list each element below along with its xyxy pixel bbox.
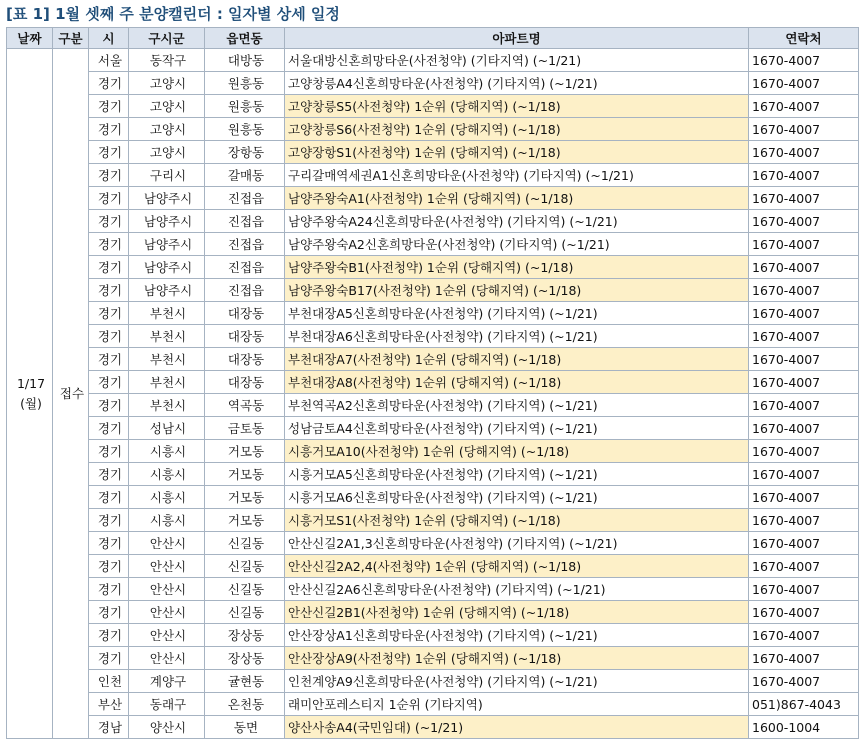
- cell-dong: 금토동: [205, 417, 285, 440]
- table-row: [7, 72, 859, 95]
- table-row: [7, 394, 859, 417]
- cell-apartment-name: 양산사송A4(국민임대) (~1/21): [285, 716, 749, 739]
- weekday-value: (월): [20, 395, 42, 411]
- cell-si: 경기: [89, 348, 129, 371]
- cell-apartment-name: 부천대장A8(사전청약) 1순위 (당해지역) (~1/18): [285, 371, 749, 394]
- cell-dong: 대장동: [205, 302, 285, 325]
- cell-si: 경기: [89, 532, 129, 555]
- cell-apartment-name: 시흥거모A6신혼희망타운(사전청약) (기타지역) (~1/21): [285, 486, 749, 509]
- cell-si: 경기: [89, 233, 129, 256]
- cell-gu: 고양시: [129, 141, 205, 164]
- table-header-row: [7, 28, 859, 49]
- table-row: [7, 647, 859, 670]
- cell-dong: 진접읍: [205, 210, 285, 233]
- cell-apartment-name: 남양주왕숙A24신혼희망타운(사전청약) (기타지역) (~1/21): [285, 210, 749, 233]
- cell-si: 경기: [89, 210, 129, 233]
- col-header-dong: 읍면동: [205, 28, 285, 49]
- col-header-category: 구분: [53, 28, 89, 49]
- cell-gu: 남양주시: [129, 233, 205, 256]
- cell-si: 경기: [89, 417, 129, 440]
- cell-gu: 시흥시: [129, 440, 205, 463]
- cell-dong: 진접읍: [205, 279, 285, 302]
- cell-gu: 부천시: [129, 371, 205, 394]
- cell-apartment-name: 부천대장A6신혼희망타운(사전청약) (기타지역) (~1/21): [285, 325, 749, 348]
- cell-contact: 1670-4007: [749, 440, 859, 463]
- cell-si: 경기: [89, 555, 129, 578]
- cell-contact: 1670-4007: [749, 141, 859, 164]
- table-row: [7, 670, 859, 693]
- cell-dong: 거모동: [205, 486, 285, 509]
- cell-si: 경기: [89, 371, 129, 394]
- cell-contact: 1670-4007: [749, 647, 859, 670]
- cell-contact: 1670-4007: [749, 670, 859, 693]
- cell-dong: 원흥동: [205, 95, 285, 118]
- cell-dong: 온천동: [205, 693, 285, 716]
- date-value: 1/17: [16, 375, 46, 391]
- cell-dong: 원흥동: [205, 118, 285, 141]
- cell-apartment-name: 고양창릉S5(사전청약) 1순위 (당해지역) (~1/18): [285, 95, 749, 118]
- cell-gu: 고양시: [129, 95, 205, 118]
- cell-dong: 거모동: [205, 463, 285, 486]
- cell-gu: 남양주시: [129, 279, 205, 302]
- cell-si: 경기: [89, 647, 129, 670]
- cell-apartment-name: 안산신길2A1,3신혼희망타운(사전청약) (기타지역) (~1/21): [285, 532, 749, 555]
- cell-si: 서울: [89, 49, 129, 72]
- cell-dong: 진접읍: [205, 256, 285, 279]
- cell-apartment-name: 고양창릉A4신혼희망타운(사전청약) (기타지역) (~1/21): [285, 72, 749, 95]
- cell-contact: 1670-4007: [749, 348, 859, 371]
- cell-dong: 대장동: [205, 371, 285, 394]
- cell-apartment-name: 안산신길2A6신혼희망타운(사전청약) (기타지역) (~1/21): [285, 578, 749, 601]
- table-row: [7, 417, 859, 440]
- cell-dong: 역곡동: [205, 394, 285, 417]
- cell-contact: 1670-4007: [749, 417, 859, 440]
- cell-apartment-name: 고양창릉S6(사전청약) 1순위 (당해지역) (~1/18): [285, 118, 749, 141]
- cell-dong: 갈매동: [205, 164, 285, 187]
- cell-apartment-name: 시흥거모A5신혼희망타운(사전청약) (기타지역) (~1/21): [285, 463, 749, 486]
- cell-contact: 1670-4007: [749, 509, 859, 532]
- cell-gu: 고양시: [129, 72, 205, 95]
- cell-dong: 원흥동: [205, 72, 285, 95]
- cell-gu: 구리시: [129, 164, 205, 187]
- cell-dong: 진접읍: [205, 233, 285, 256]
- cell-apartment-name: 안산장상A1신혼희망타운(사전청약) (기타지역) (~1/21): [285, 624, 749, 647]
- col-header-apartment: 아파트명: [285, 28, 749, 49]
- table-row: [7, 49, 859, 72]
- cell-gu: 남양주시: [129, 210, 205, 233]
- cell-dong: 대장동: [205, 348, 285, 371]
- cell-contact: 1670-4007: [749, 49, 859, 72]
- cell-gu: 성남시: [129, 417, 205, 440]
- cell-dong: 신길동: [205, 532, 285, 555]
- cell-gu: 양산시: [129, 716, 205, 739]
- cell-si: 경기: [89, 302, 129, 325]
- col-header-si: 시: [89, 28, 129, 49]
- cell-contact: 1670-4007: [749, 279, 859, 302]
- cell-gu: 동작구: [129, 49, 205, 72]
- cell-apartment-name: 래미안포레스티지 1순위 (기타지역): [285, 693, 749, 716]
- cell-apartment-name: 부천역곡A2신혼희망타운(사전청약) (기타지역) (~1/21): [285, 394, 749, 417]
- table-row: [7, 509, 859, 532]
- table-row: [7, 463, 859, 486]
- cell-gu: 남양주시: [129, 187, 205, 210]
- cell-gu: 고양시: [129, 118, 205, 141]
- cell-si: 경기: [89, 440, 129, 463]
- cell-gu: 안산시: [129, 532, 205, 555]
- cell-si: 경기: [89, 325, 129, 348]
- table-row: [7, 187, 859, 210]
- cell-si: 경기: [89, 72, 129, 95]
- cell-contact: 1670-4007: [749, 601, 859, 624]
- cell-gu: 안산시: [129, 647, 205, 670]
- cell-contact: 1600-1004: [749, 716, 859, 739]
- cell-contact: 1670-4007: [749, 371, 859, 394]
- cell-dong: 대장동: [205, 325, 285, 348]
- cell-apartment-name: 부천대장A7(사전청약) 1순위 (당해지역) (~1/18): [285, 348, 749, 371]
- cell-contact: 1670-4007: [749, 72, 859, 95]
- cell-dong: 신길동: [205, 555, 285, 578]
- cell-contact: 1670-4007: [749, 233, 859, 256]
- cell-gu: 부천시: [129, 348, 205, 371]
- table-row: [7, 256, 859, 279]
- cell-gu: 안산시: [129, 601, 205, 624]
- cell-contact: 1670-4007: [749, 325, 859, 348]
- cell-si: 경기: [89, 141, 129, 164]
- cell-dong: 대방동: [205, 49, 285, 72]
- cell-dong: 장상동: [205, 624, 285, 647]
- cell-contact: 1670-4007: [749, 624, 859, 647]
- cell-apartment-name: 성남금토A4신혼희망타운(사전청약) (기타지역) (~1/21): [285, 417, 749, 440]
- cell-gu: 시흥시: [129, 463, 205, 486]
- cell-contact: 1670-4007: [749, 302, 859, 325]
- cell-apartment-name: 남양주왕숙B17(사전청약) 1순위 (당해지역) (~1/18): [285, 279, 749, 302]
- cell-gu: 안산시: [129, 578, 205, 601]
- cell-apartment-name: 안산신길2A2,4(사전청약) 1순위 (당해지역) (~1/18): [285, 555, 749, 578]
- table-row: [7, 302, 859, 325]
- col-header-contact: 연락처: [749, 28, 859, 49]
- table-row: [7, 486, 859, 509]
- cell-gu: 시흥시: [129, 509, 205, 532]
- cell-gu: 안산시: [129, 624, 205, 647]
- cell-gu: 부천시: [129, 302, 205, 325]
- cell-si: 경기: [89, 509, 129, 532]
- cell-gu: 동래구: [129, 693, 205, 716]
- cell-si: 경남: [89, 716, 129, 739]
- cell-dong: 거모동: [205, 440, 285, 463]
- cell-contact: 1670-4007: [749, 486, 859, 509]
- cell-apartment-name: 고양장항S1(사전청약) 1순위 (당해지역) (~1/18): [285, 141, 749, 164]
- cell-si: 경기: [89, 118, 129, 141]
- cell-gu: 계양구: [129, 670, 205, 693]
- category-cell: 접수: [53, 49, 89, 739]
- cell-gu: 안산시: [129, 555, 205, 578]
- cell-si: 경기: [89, 95, 129, 118]
- table-row: [7, 716, 859, 739]
- cell-apartment-name: 인천계양A9신혼희망타운(사전청약) (기타지역) (~1/21): [285, 670, 749, 693]
- cell-si: 경기: [89, 624, 129, 647]
- col-header-date: 날짜: [7, 28, 53, 49]
- cell-si: 경기: [89, 578, 129, 601]
- table-row: [7, 555, 859, 578]
- table-row: [7, 233, 859, 256]
- table-row: [7, 624, 859, 647]
- cell-contact: 1670-4007: [749, 555, 859, 578]
- date-cell: [7, 49, 53, 739]
- cell-apartment-name: 시흥거모A10(사전청약) 1순위 (당해지역) (~1/18): [285, 440, 749, 463]
- cell-si: 경기: [89, 394, 129, 417]
- cell-dong: 동면: [205, 716, 285, 739]
- cell-contact: 051)867-4043: [749, 693, 859, 716]
- cell-si: 경기: [89, 601, 129, 624]
- schedule-table: [6, 27, 859, 739]
- cell-apartment-name: 서울대방신혼희망타운(사전청약) (기타지역) (~1/21): [285, 49, 749, 72]
- cell-apartment-name: 안산신길2B1(사전청약) 1순위 (당해지역) (~1/18): [285, 601, 749, 624]
- cell-apartment-name: 안산장상A9(사전청약) 1순위 (당해지역) (~1/18): [285, 647, 749, 670]
- table-row: [7, 693, 859, 716]
- cell-dong: 신길동: [205, 601, 285, 624]
- table-row: [7, 118, 859, 141]
- cell-contact: 1670-4007: [749, 463, 859, 486]
- table-row: [7, 532, 859, 555]
- cell-contact: 1670-4007: [749, 95, 859, 118]
- cell-contact: 1670-4007: [749, 578, 859, 601]
- table-row: [7, 210, 859, 233]
- cell-dong: 거모동: [205, 509, 285, 532]
- cell-si: 경기: [89, 279, 129, 302]
- cell-si: 부산: [89, 693, 129, 716]
- cell-contact: 1670-4007: [749, 187, 859, 210]
- table-row: [7, 141, 859, 164]
- cell-si: 경기: [89, 164, 129, 187]
- cell-apartment-name: 구리갈매역세권A1신혼희망타운(사전청약) (기타지역) (~1/21): [285, 164, 749, 187]
- cell-contact: 1670-4007: [749, 532, 859, 555]
- cell-contact: 1670-4007: [749, 256, 859, 279]
- table-title: [표 1] 1월 셋째 주 분양캘린더 : 일자별 상세 일정: [6, 5, 340, 23]
- table-row: [7, 279, 859, 302]
- cell-dong: 진접읍: [205, 187, 285, 210]
- cell-si: 경기: [89, 256, 129, 279]
- cell-dong: 장항동: [205, 141, 285, 164]
- table-row: [7, 440, 859, 463]
- table-row: [7, 371, 859, 394]
- cell-gu: 부천시: [129, 394, 205, 417]
- table-row: [7, 325, 859, 348]
- cell-gu: 부천시: [129, 325, 205, 348]
- cell-contact: 1670-4007: [749, 164, 859, 187]
- table-row: [7, 95, 859, 118]
- cell-apartment-name: 남양주왕숙A2신혼희망타운(사전청약) (기타지역) (~1/21): [285, 233, 749, 256]
- table-row: [7, 164, 859, 187]
- cell-gu: 남양주시: [129, 256, 205, 279]
- cell-contact: 1670-4007: [749, 118, 859, 141]
- table-row: [7, 348, 859, 371]
- cell-contact: 1670-4007: [749, 394, 859, 417]
- cell-apartment-name: 남양주왕숙B1(사전청약) 1순위 (당해지역) (~1/18): [285, 256, 749, 279]
- cell-gu: 시흥시: [129, 486, 205, 509]
- cell-si: 인천: [89, 670, 129, 693]
- cell-si: 경기: [89, 187, 129, 210]
- cell-si: 경기: [89, 463, 129, 486]
- cell-dong: 귤현동: [205, 670, 285, 693]
- table-row: [7, 578, 859, 601]
- cell-dong: 장상동: [205, 647, 285, 670]
- table-row: [7, 601, 859, 624]
- cell-dong: 신길동: [205, 578, 285, 601]
- cell-apartment-name: 부천대장A5신혼희망타운(사전청약) (기타지역) (~1/21): [285, 302, 749, 325]
- cell-contact: 1670-4007: [749, 210, 859, 233]
- cell-apartment-name: 시흥거모S1(사전청약) 1순위 (당해지역) (~1/18): [285, 509, 749, 532]
- col-header-gu: 구시군: [129, 28, 205, 49]
- cell-apartment-name: 남양주왕숙A1(사전청약) 1순위 (당해지역) (~1/18): [285, 187, 749, 210]
- cell-si: 경기: [89, 486, 129, 509]
